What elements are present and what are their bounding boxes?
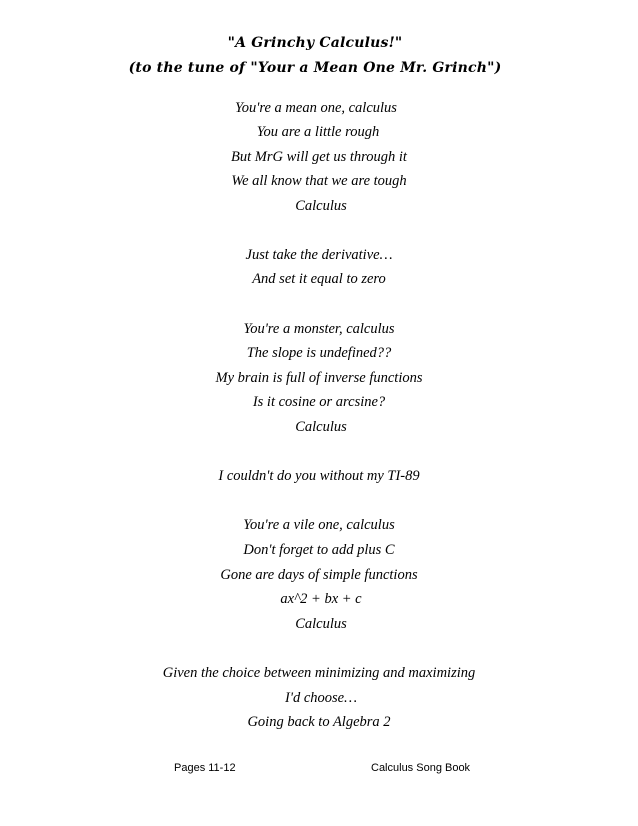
lyric-line: Gone are days of simple functions (220, 567, 418, 583)
lyric-line: Just take the derivative… (245, 247, 393, 263)
song-subtitle: (to the tune of "Your a Mean One Mr. Grinch") (128, 60, 502, 76)
lyric-line: ax^2 + bx + c (280, 591, 362, 607)
lyric-line: And set it equal to zero (252, 271, 386, 287)
song-title: "A Grinchy Calculus!" (227, 35, 403, 51)
lyric-line: You're a mean one, calculus (235, 100, 397, 116)
lyric-line: You are a little rough (256, 124, 380, 140)
lyric-line: Given the choice between minimizing and maximizing (162, 665, 476, 681)
lyric-line: Is it cosine or arcsine? (252, 394, 386, 410)
lyric-line: Calculus (295, 198, 347, 214)
footer-book-title: Calculus Song Book (371, 762, 471, 774)
lyric-line: We all know that we are tough (231, 173, 407, 189)
lyric-line: Calculus (295, 616, 347, 632)
lyric-line: Calculus (295, 419, 347, 435)
footer-page-range: Pages 11-12 (174, 762, 236, 774)
lyric-line: Going back to Algebra 2 (247, 714, 391, 730)
lyric-line: But MrG will get us through it (231, 149, 407, 165)
lyric-line: I couldn't do you without my TI-89 (218, 468, 420, 484)
lyric-line: You're a vile one, calculus (243, 517, 395, 533)
lyric-line: Don't forget to add plus C (243, 542, 395, 558)
lyric-line: I'd choose… (285, 690, 357, 706)
lyric-line: You're a monster, calculus (243, 321, 395, 337)
lyric-line: The slope is undefined?? (246, 345, 392, 361)
lyric-line: My brain is full of inverse functions (215, 370, 423, 386)
